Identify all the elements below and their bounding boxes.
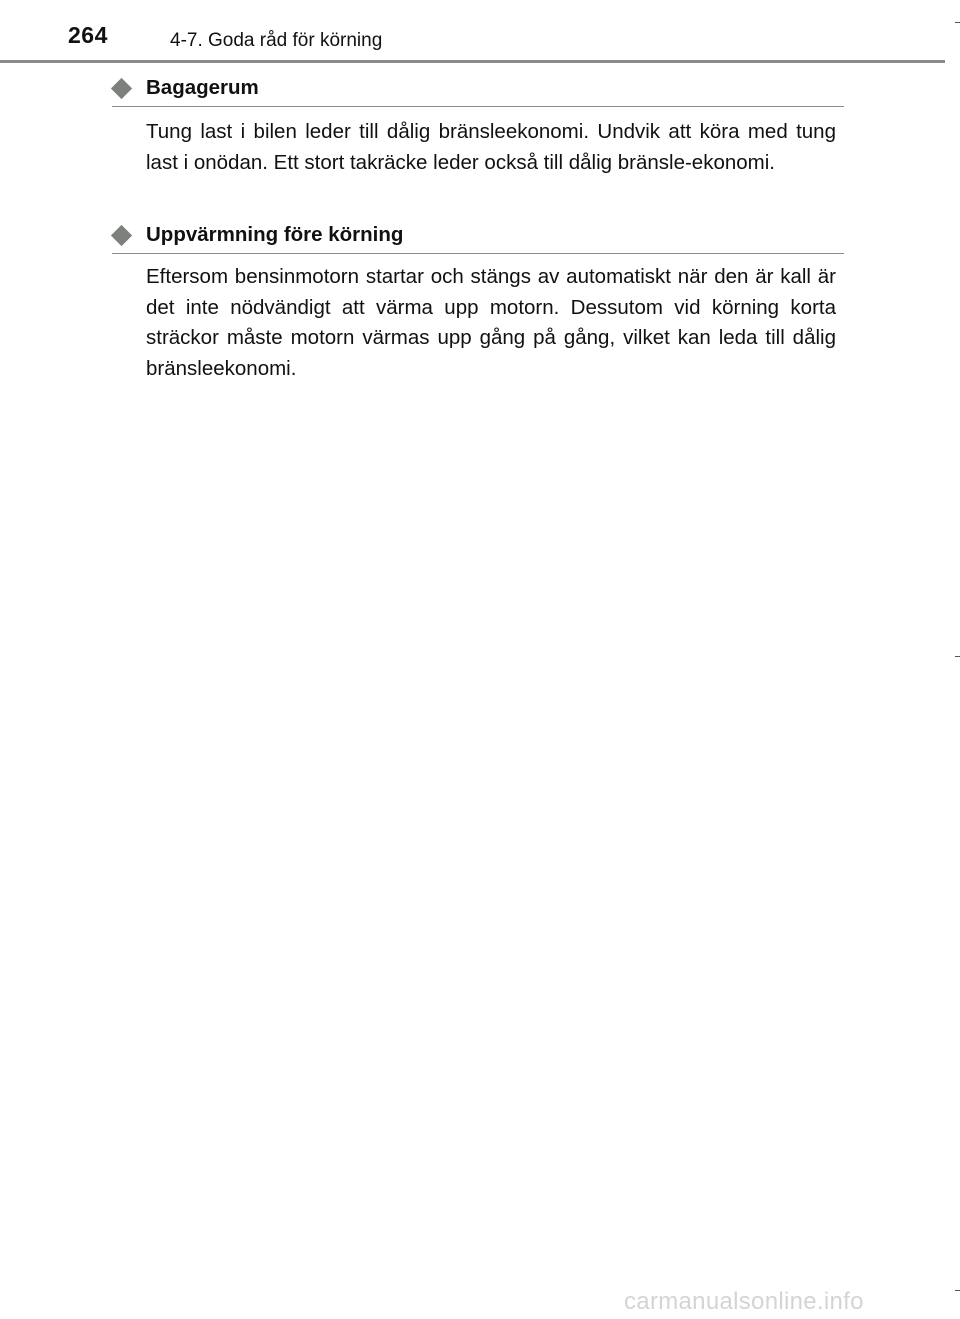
section-body: Eftersom bensinmotorn startar och stängs av automatiskt när den är kall är det inte nödvändigt att värma upp motorn. Dessutom vid körning korta sträckor måste motorn värmas upp gång på gång, vilket kan leda till dålig bränsleekonomi. [146, 265, 836, 380]
header-divider [0, 60, 945, 63]
chapter-title: 4-7. Goda råd för körning [170, 30, 383, 51]
section-heading-bagagerum [112, 76, 844, 107]
section-heading-uppvarmning [112, 223, 844, 254]
diamond-bullet-icon [111, 78, 132, 99]
section-body: Tung last i bilen leder till dålig bränsleekonomi. Undvik att köra med tung last i onödan. Ett stort takräcke leder också till dålig bränsle-ekonomi. [146, 120, 836, 174]
diamond-bullet-icon [111, 225, 132, 246]
page-number: 264 [68, 22, 108, 48]
watermark: carmanualsonline.info [624, 1288, 864, 1315]
crop-mark [955, 22, 960, 23]
section-title: Uppvärmning före körning [146, 223, 404, 246]
crop-mark [955, 656, 960, 657]
crop-mark [955, 1290, 960, 1291]
section-title: Bagagerum [146, 76, 259, 99]
